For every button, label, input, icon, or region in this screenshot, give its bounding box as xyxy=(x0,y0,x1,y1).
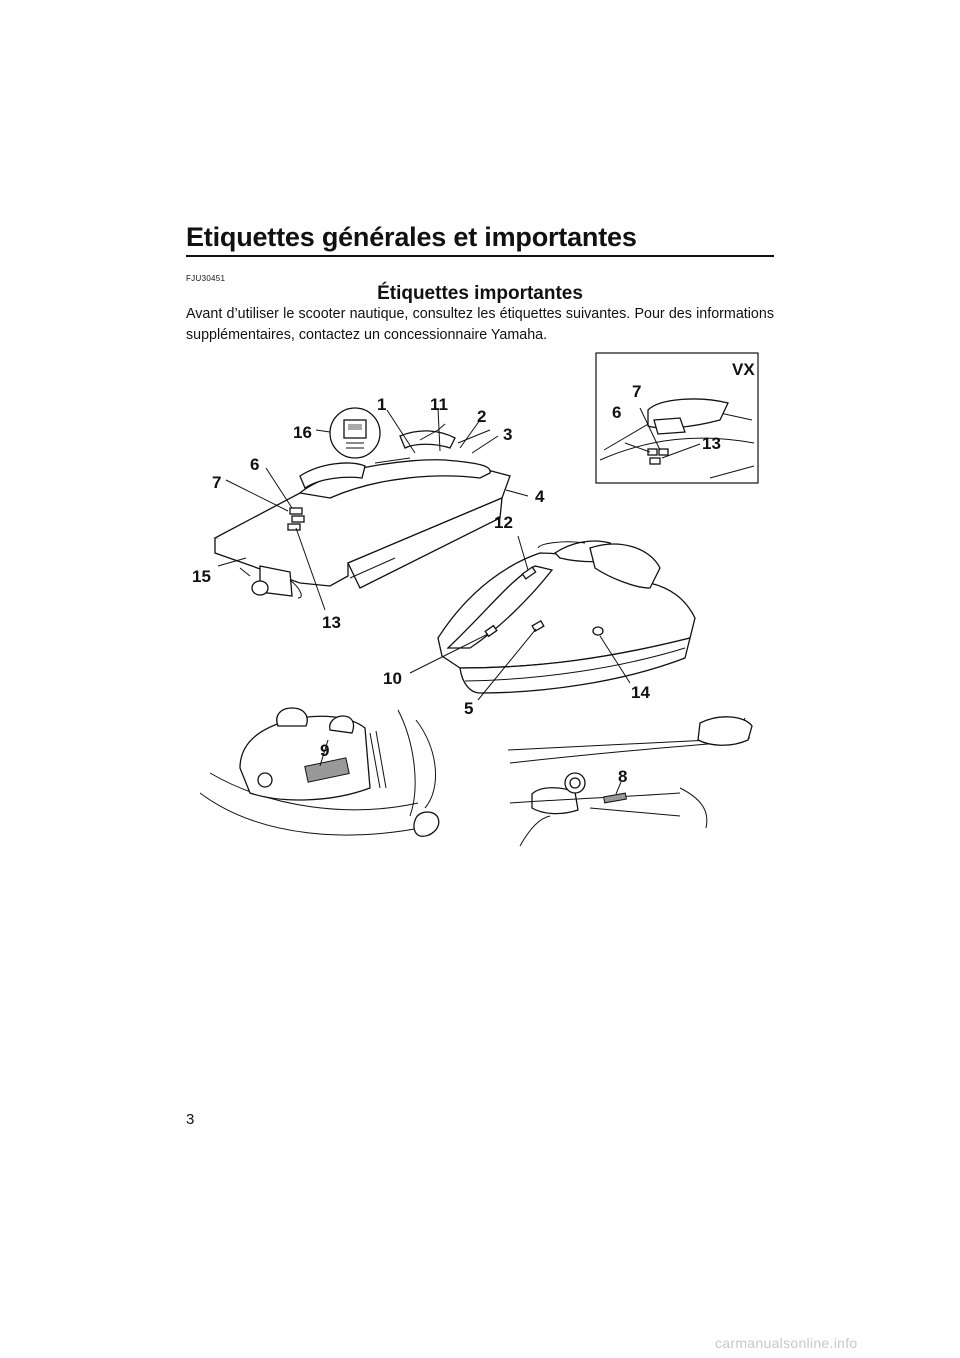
inset-callout-13: 13 xyxy=(702,434,721,453)
callout-7: 7 xyxy=(212,473,222,492)
callout-13: 13 xyxy=(322,613,341,632)
callout-2: 2 xyxy=(477,407,487,426)
inset-callout-6: 6 xyxy=(612,403,622,422)
engine-compartment-detail xyxy=(200,708,439,836)
section-code: FJU30451 xyxy=(186,274,226,283)
callout-15: 15 xyxy=(192,567,211,586)
vx-inset xyxy=(596,353,758,483)
title-rule xyxy=(186,255,774,257)
inset-callout-7: 7 xyxy=(632,382,642,401)
chapter-title: Etiquettes générales et importantes xyxy=(186,222,637,252)
callout-12: 12 xyxy=(494,513,513,532)
watercraft-illustration xyxy=(180,348,780,888)
callout-11: 11 xyxy=(430,395,448,414)
page-number: 3 xyxy=(186,1111,195,1128)
callout-9: 9 xyxy=(320,741,330,760)
callout-4: 4 xyxy=(535,487,545,506)
callout-3: 3 xyxy=(503,425,513,444)
watermark: carmanualsonline.info xyxy=(715,1335,858,1351)
label-locations-figure xyxy=(180,348,780,893)
callout-5: 5 xyxy=(464,699,474,718)
callout-1: 1 xyxy=(377,395,387,414)
callout-14: 14 xyxy=(631,683,650,702)
section-title: Étiquettes importantes xyxy=(377,283,583,304)
intro-paragraph: Avant d’utiliser le scooter nautique, consultez les étiquettes suivantes. Pour des informations supplémentaires, contactez un concessionnaire Yamaha. xyxy=(186,306,774,343)
callout-16: 16 xyxy=(293,423,312,442)
storage-compartment-detail xyxy=(508,717,752,846)
inset-model-label: VX xyxy=(732,360,755,379)
callout-8: 8 xyxy=(618,767,628,786)
callout-6: 6 xyxy=(250,455,260,474)
callout-10: 10 xyxy=(383,669,402,688)
